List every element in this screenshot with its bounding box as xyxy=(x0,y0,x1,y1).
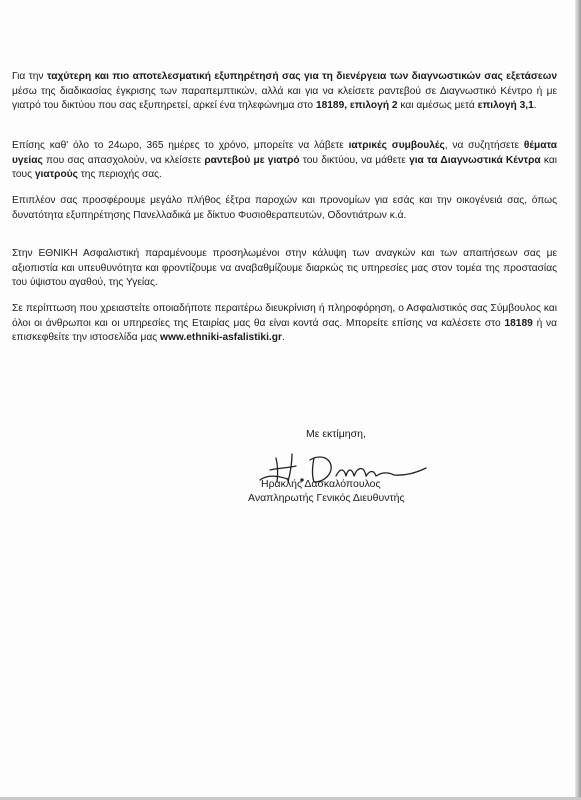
bold-text: ταχύτερη και πιο αποτελεσματική εξυπηρέτησή σας για τη διενέργεια των διαγνωστικών σας εξετάσεων xyxy=(46,71,557,82)
text: του δικτύου, να μάθετε xyxy=(299,154,410,166)
signatory-title: Αναπληρωτής Γενικός Διευθυντής xyxy=(248,492,405,504)
bold-text: θέματα υγείας xyxy=(12,140,557,166)
text: και τους xyxy=(12,154,557,180)
text: Επίσης καθ' όλο το 24ωρο, 365 ημέρες το χρόνο, μπορείτε να λάβετε xyxy=(12,140,349,151)
paragraph-diagnostic-tests xyxy=(12,70,557,114)
text: και αμέσως μετά xyxy=(397,100,478,111)
website-link[interactable]: www.ethniki-asfalistiki.gr xyxy=(160,332,282,343)
bold-text: 18189 xyxy=(504,317,533,329)
text: Σε περίπτωση που χρειαστείτε οποιαδήποτε περαιτέρω διευκρίνιση ή πληροφόρηση, ο Ασφαλιστικός σας Σύμβουλος και όλοι οι άνθρωποι και οι υπηρεσίες της Εταιρίας μας θα είναι κοντά σας. Μπορείτε επίσης να καλέσετε στο xyxy=(12,303,557,329)
paragraph-medical-advice xyxy=(12,139,557,183)
bold-text: ιατρικές συμβουλές xyxy=(348,140,445,151)
text: , να συζητήσετε xyxy=(444,140,524,151)
signatory-name: Ηρακλής Δασκαλόπουλος xyxy=(261,478,381,490)
bold-text: ραντεβού με γιατρό xyxy=(204,154,300,166)
paragraph-commitment: Στην ΕΘΝΙΚΗ Ασφαλιστική παραμένουμε προσηλωμένοι στην κάλυψη των αναγκών και των απαιτήσεων σας με αξιοπιστία και υπευθυνότητα και φροντίζουμε να αναβαθμίζουμε διαρκώς τις υπηρεσίες μας στον τομέα της προστασίας του ύψιστου αγαθού, της Υγείας. xyxy=(12,248,557,288)
bold-text: για τα Διαγνωστικά Κέντρα xyxy=(409,154,541,166)
paragraph-contact xyxy=(12,302,557,346)
text: που σας απασχολούν, να κλείσετε xyxy=(42,154,205,166)
bold-text: επιλογή 3,1 xyxy=(477,100,534,111)
closing-salutation: Με εκτίμηση, xyxy=(306,428,366,440)
text: Για την xyxy=(12,71,47,82)
text: ή να επισκεφθείτε την ιστοσελίδα μας xyxy=(12,317,558,343)
text: μέσω της διαδικασίας έγκρισης των παραπεμπτικών, αλλά και για να κλείσετε ραντεβού σε Διαγνωστικό Κέντρο ή με γιατρό του δικτύου που σας εξυπηρετεί, αρκεί ένα τηλεφώνημα στο xyxy=(12,85,557,111)
text: . xyxy=(533,100,537,111)
text: . xyxy=(281,332,285,343)
paragraph-extra-benefits: Επιπλέον σας προσφέρουμε μεγάλο πλήθος έξτρα παροχών και προνομίων για εσάς και την οικογένειά σας, όπως δυνατότητα εξυπηρέτησης Πανελλαδικά με δίκτυο Φυσιοθεραπευτών, Οδοντιάτρων κ.ά. xyxy=(12,195,557,221)
bold-text: γιατρούς xyxy=(34,169,78,180)
text: της περιοχής σας. xyxy=(77,169,162,180)
scan-border-right xyxy=(575,0,581,800)
bold-text: 18189, επιλογή 2 xyxy=(315,100,398,111)
